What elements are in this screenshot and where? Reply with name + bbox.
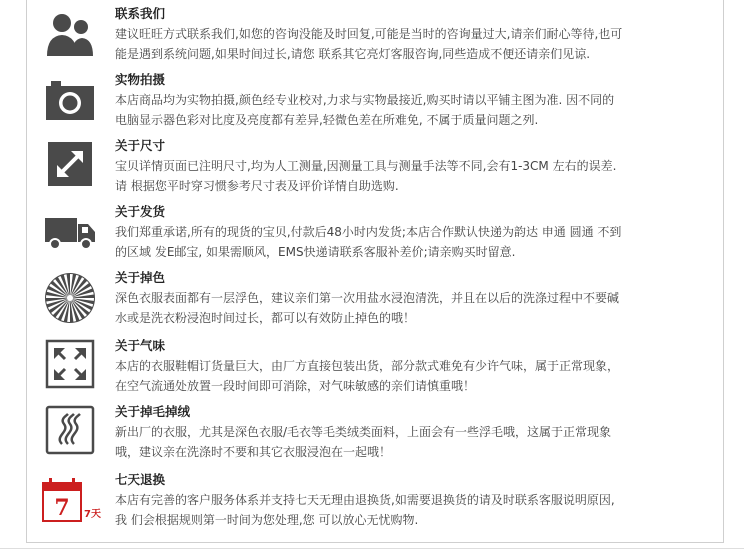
section-title: 关于尺寸 bbox=[115, 138, 166, 153]
svg-text:7: 7 bbox=[54, 495, 70, 521]
section-title: 实物拍摄 bbox=[115, 72, 166, 87]
section-title: 关于发货 bbox=[115, 204, 166, 219]
section-description: 本店有完善的客户服务体系并支持七天无理由退换货,如需要退换货的请及时联系客服说明原因, 我 们会根据规则第一时间为您处理,您 可以放心无忧购物. bbox=[115, 493, 615, 527]
section-description: 新出厂的衣服，尤其是深色衣服/毛衣等毛类绒类面料，上面会有一些浮毛哦，这属于正常现象 哦，建议亲在洗涤时不要和其它衣服浸泡在一起哦！ bbox=[115, 425, 612, 459]
section-description: 本店的衣服鞋帽订货量巨大，由厂方直接包装出货，部分款式难免有少许气味，属于正常现象， 在空气流通处放置一段时间即可消除，对气味敏感的亲们请慎重哦！ bbox=[115, 359, 620, 393]
section-description: 建议旺旺方式联系我们,如您的咨询没能及时回复,可能是当时的咨询量过大,请亲们耐心等待,也可 能是遇到系统问题,如果时间过长,请您 联系其它亮灯客服咨询,同些造成不便还请亲们见谅. bbox=[115, 27, 623, 61]
section-description: 深色衣服表面都有一层浮色，建议亲们第一次用盐水浸泡清洗，并且在以后的洗涤过程中不要碱 水或是洗衣粉浸泡时间过长，都可以有效防止掉色的哦！ bbox=[115, 291, 620, 325]
people-icon bbox=[44, 8, 96, 60]
section-description: 本店商品均为实物拍摄,颜色经专业校对,力求与实物最接近,购买时请以平铺主图为准. 因不同的 电脑显示器色彩对比度及亮度都有差异,轻微色差在所难免, 不属于质量问题之列. bbox=[115, 93, 615, 127]
resize-arrow-icon bbox=[44, 138, 96, 190]
camera-icon bbox=[44, 74, 96, 126]
truck-icon bbox=[44, 206, 96, 258]
section-title: 联系我们 bbox=[115, 6, 166, 21]
seven-day-calendar-icon bbox=[44, 474, 101, 526]
svg-text:7天: 7天 bbox=[84, 509, 101, 520]
section-title: 关于掉色 bbox=[115, 270, 166, 285]
bottom-divider bbox=[0, 548, 744, 549]
sunburst-icon bbox=[44, 272, 96, 324]
section-title: 七天退换 bbox=[115, 472, 166, 487]
fluff-icon bbox=[44, 404, 96, 456]
section-description: 宝贝详情页面已注明尺寸,均为人工测量,因测量工具与测量手法等不同,会有1-3CM 左右的误差. 请 根据您平时穿习惯参考尺寸表及评价详情自助选购. bbox=[115, 159, 617, 193]
expand-icon bbox=[44, 338, 96, 390]
service-info-panel bbox=[26, 0, 724, 543]
section-title: 关于掉毛掉绒 bbox=[115, 404, 191, 419]
section-title: 关于气味 bbox=[115, 338, 166, 353]
section-description: 我们郑重承诺,所有的现货的宝贝,付款后48小时内发货;本店合作默认快递为韵达 申通 圆通 不到 的区域 发E邮宝, 如果需顺风，EMS快递请联系客服补差价;请亲购买时留意. bbox=[115, 225, 622, 259]
